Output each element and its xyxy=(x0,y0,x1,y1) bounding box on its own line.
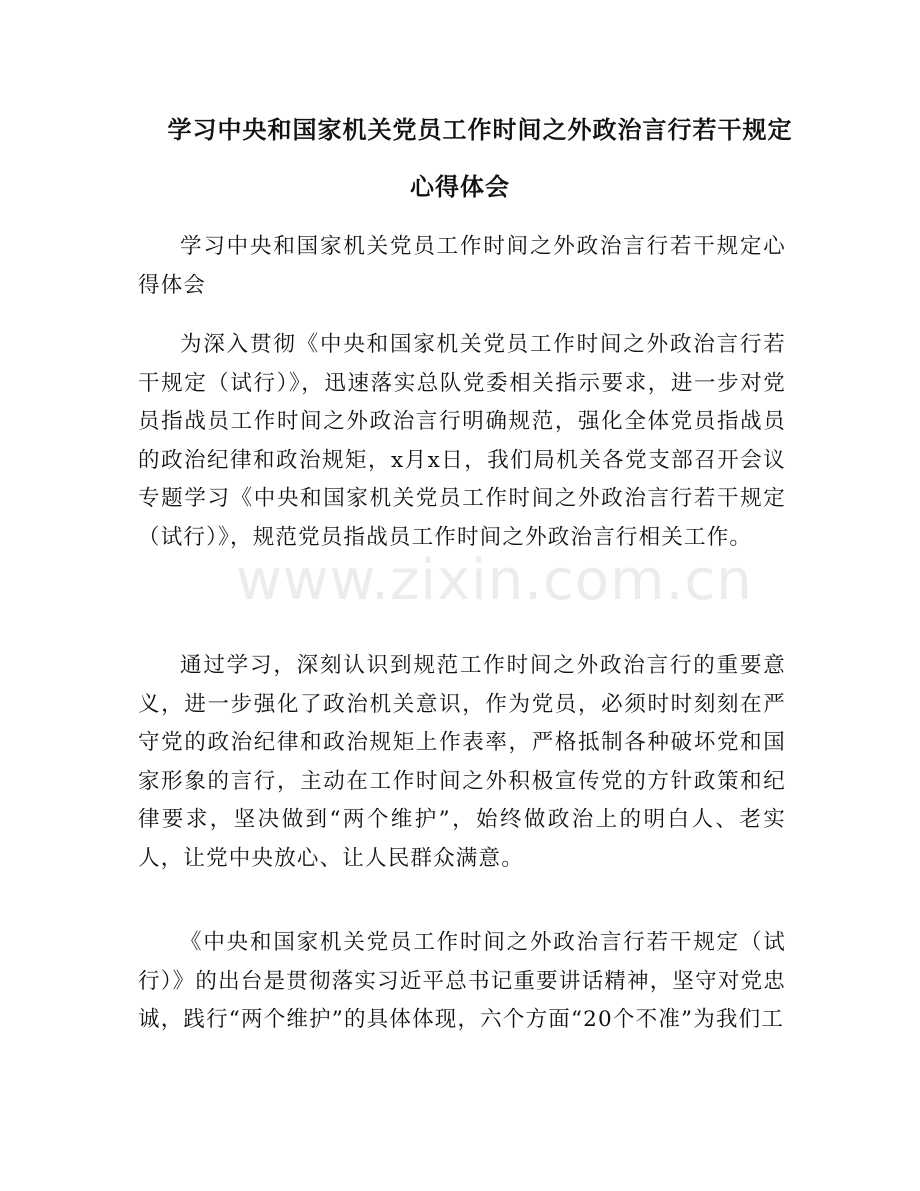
paragraph-intro: 为深入贯彻《中央和国家机关党员工作时间之外政治言行若干规定（试行）》，迅速落实总队党委相关指示要求，进一步对党员指战员工作时间之外政治言行明确规范，强化全体党员指战员的政治纪律和政治规矩，x月x日，我们局机关各党支部召开会议专题学习《中央和国家机关党员工作时间之外政治言行若干规定（试行）》，规范党员指战员工作时间之外政治言行相关工作。 xyxy=(138,332,786,550)
document-title-line1: 学习中央和国家机关党员工作时间之外政治言行若干规定 xyxy=(167,116,793,144)
paragraph-regulation: 《中央和国家机关党员工作时间之外政治言行若干规定（试行）》的出台是贯彻落实习近平总书记重要讲话精神，坚守对党忠诚，践行“两个维护”的具体体现，六个方面“20个不准”为我们工 xyxy=(138,930,786,1032)
document-title-line2: 心得体会 xyxy=(410,173,510,201)
paragraph-learning: 通过学习，深刻认识到规范工作时间之外政治言行的重要意义，进一步强化了政治机关意识，作为党员，必须时时刻刻在严守党的政治纪律和政治规矩上作表率，严格抵制各种破坏党和国家形象的言行，主动在工作时间之外积极宣传党的方针政策和纪律要求，坚决做到“两个维护”，始终做政治上的明白人、老实人，让党中央放心、让人民群众满意。 xyxy=(138,653,786,871)
paragraph-subtitle: 学习中央和国家机关党员工作时间之外政治言行若干规定心得体会 xyxy=(138,234,786,298)
watermark: www.zixin.com.cn xyxy=(236,548,753,613)
